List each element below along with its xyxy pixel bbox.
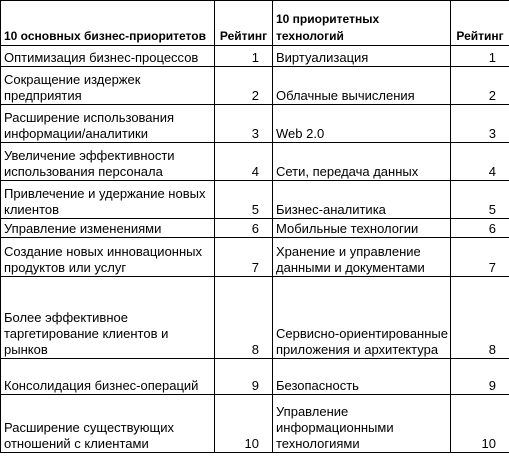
tech-rank-cell: 3 [451,105,509,143]
tech-rank-cell: 8 [451,277,509,359]
tech-priority-cell: Управление информационными технологиями [273,395,451,453]
table-row [1,219,509,238]
business-priority-cell: Управление изменениями [1,219,215,238]
business-rank-cell: 5 [215,181,273,219]
table-row [1,105,509,143]
tech-priority-cell: Безопасность [273,359,451,395]
tech-priority-cell: Виртуализация [273,46,451,67]
tech-priority-cell: Сети, передача данных [273,143,451,181]
business-rating-header: Рейтинг [215,1,273,46]
table-row [1,181,509,219]
business-priority-cell: Увеличение эффективности использования персонала [1,143,215,181]
business-rank-cell: 10 [215,395,273,453]
tech-rank-cell: 5 [451,181,509,219]
tech-rank-cell: 9 [451,359,509,395]
header-row [1,1,509,46]
table-row [1,277,509,359]
business-priority-cell: Сокращение издержек предприятия [1,67,215,105]
table-row [1,46,509,67]
business-priority-cell: Консолидация бизнес-операций [1,359,215,395]
tech-rating-header: Рейтинг [451,1,509,46]
tech-rank-cell: 10 [451,395,509,453]
table-row [1,395,509,453]
tech-priority-cell: Облачные вычисления [273,67,451,105]
business-priority-cell: Расширение существующих отношений с клиентами [1,395,215,453]
business-rank-cell: 7 [215,238,273,277]
tech-rank-cell: 2 [451,67,509,105]
tech-rank-cell: 6 [451,219,509,238]
tech-rank-cell: 4 [451,143,509,181]
business-rank-cell: 1 [215,46,273,67]
business-priority-cell: Привлечение и удержание новых клиентов [1,181,215,219]
tech-priority-cell: Мобильные технологии [273,219,451,238]
table-row [1,67,509,105]
business-rank-cell: 3 [215,105,273,143]
table-row [1,143,509,181]
business-priority-cell: Расширение использования информации/аналитики [1,105,215,143]
table-row [1,238,509,277]
business-priority-cell: Оптимизация бизнес-процессов [1,46,215,67]
tech-rank-cell: 7 [451,238,509,277]
tech-rank-cell: 1 [451,46,509,67]
tech-priorities-header: 10 приоритетных технологий [273,1,451,46]
tech-priority-cell: Бизнес-аналитика [273,181,451,219]
business-rank-cell: 2 [215,67,273,105]
business-rank-cell: 6 [215,219,273,238]
business-priorities-header: 10 основных бизнес-приоритетов [1,1,215,46]
business-rank-cell: 8 [215,277,273,359]
business-rank-cell: 4 [215,143,273,181]
tech-priority-cell: Сервисно-ориентированные приложения и архитектура [273,277,451,359]
business-priority-cell: Более эффективное таргетирование клиентов и рынков [1,277,215,359]
business-priority-cell: Создание новых инновационных продуктов или услуг [1,238,215,277]
tech-priority-cell: Web 2.0 [273,105,451,143]
business-rank-cell: 9 [215,359,273,395]
tech-priority-cell: Хранение и управление данными и документами [273,238,451,277]
table-row [1,359,509,395]
